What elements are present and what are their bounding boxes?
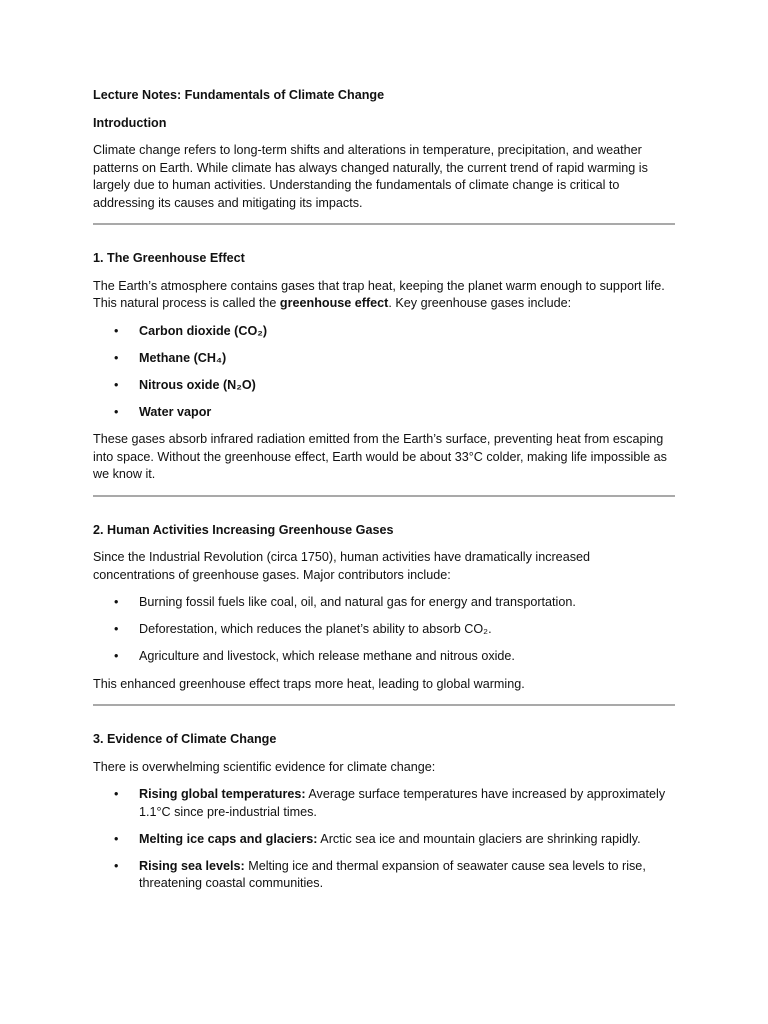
section-divider	[93, 704, 675, 706]
section-1-paragraph-2: These gases absorb infrared radiation emitted from the Earth’s surface, preventing heat from escaping into space. Without the greenhouse effect, Earth would be about 33°C colder, making life impossible as we know it.	[93, 432, 667, 481]
section-2-paragraph-2: This enhanced greenhouse effect traps more heat, leading to global warming.	[93, 676, 525, 691]
list-item-label: Melting ice caps and glaciers:	[139, 831, 318, 846]
greenhouse-gases-list	[93, 323, 675, 422]
bullet-icon: •	[114, 622, 119, 636]
list-item	[93, 404, 675, 422]
list-item	[93, 323, 675, 341]
section-2-paragraph-1: Since the Industrial Revolution (circa 1750), human activities have dramatically increased concentrations of greenhouse gases. Major contributors include:	[93, 550, 590, 582]
list-item-label: Rising sea levels:	[139, 858, 245, 873]
section-1-paragraph-1-start: The Earth’s atmosphere contains gases that trap heat, keeping the planet warm enough to support life. This natural process is called the	[93, 278, 665, 310]
section-1-heading: 1. The Greenhouse Effect	[93, 251, 245, 265]
bullet-icon: •	[114, 831, 119, 846]
bullet-icon: •	[114, 649, 119, 663]
section-divider	[93, 495, 675, 497]
list-item	[93, 621, 675, 639]
intro-paragraph: Climate change refers to long-term shifts and alterations in temperature, precipitation, and weather patterns on Earth. While climate has always changed naturally, the current trend of rapid warming is largely due to human activities. Understanding the fundamentals of climate change is critical to addressing its causes and mitigating its impacts.	[93, 143, 648, 210]
list-item-label: Rising global temperatures:	[139, 787, 306, 801]
list-item-text: Agriculture and livestock, which release methane and nitrous oxide.	[139, 649, 515, 663]
list-item	[93, 377, 675, 395]
list-item	[93, 594, 675, 612]
greenhouse-effect-term: greenhouse effect	[279, 296, 389, 310]
section-2-heading: 2. Human Activities Increasing Greenhouse Gases	[93, 522, 394, 537]
list-item	[93, 831, 675, 849]
section-3-paragraph-1: There is overwhelming scientific evidence for climate change:	[93, 759, 436, 774]
bullet-icon: •	[114, 787, 119, 801]
list-item	[93, 350, 675, 368]
section-divider	[93, 223, 675, 225]
bullet-icon: •	[114, 350, 119, 365]
list-item	[93, 648, 675, 666]
list-item-text: Water vapor	[139, 404, 212, 419]
list-item	[93, 858, 675, 893]
list-item-text: Carbon dioxide (CO₂)	[139, 323, 268, 338]
bullet-icon: •	[114, 858, 119, 873]
list-item-text: Methane (CH₄)	[139, 350, 227, 365]
list-item-text: Deforestation, which reduces the planet’s ability to absorb CO₂.	[139, 622, 492, 636]
bullet-icon: •	[114, 323, 119, 338]
intro-heading: Introduction	[93, 115, 167, 130]
document-page	[93, 87, 675, 903]
human-activities-list	[93, 594, 675, 666]
list-item-text: Burning fossil fuels like coal, oil, and natural gas for energy and transportation.	[139, 595, 576, 609]
document-title: Lecture Notes: Fundamentals of Climate Change	[93, 88, 385, 102]
bullet-icon: •	[114, 404, 119, 419]
list-item	[93, 786, 675, 821]
list-item-text: Arctic sea ice and mountain glaciers are shrinking rapidly.	[317, 831, 641, 846]
section-3-heading: 3. Evidence of Climate Change	[93, 732, 277, 746]
section-1-paragraph-1-end: . Key greenhouse gases include:	[388, 296, 572, 310]
section-1-paragraph-1	[93, 278, 675, 313]
list-item-text: Average surface temperatures have increased by approximately 1.1°C since pre-industrial times.	[139, 787, 666, 819]
bullet-icon: •	[114, 377, 119, 392]
bullet-icon: •	[114, 595, 119, 609]
list-item-text: Nitrous oxide (N₂O)	[139, 377, 256, 392]
list-item-text: Melting ice and thermal expansion of seawater cause sea levels to rise, threatening coastal communities.	[139, 858, 646, 890]
evidence-list	[93, 786, 675, 893]
